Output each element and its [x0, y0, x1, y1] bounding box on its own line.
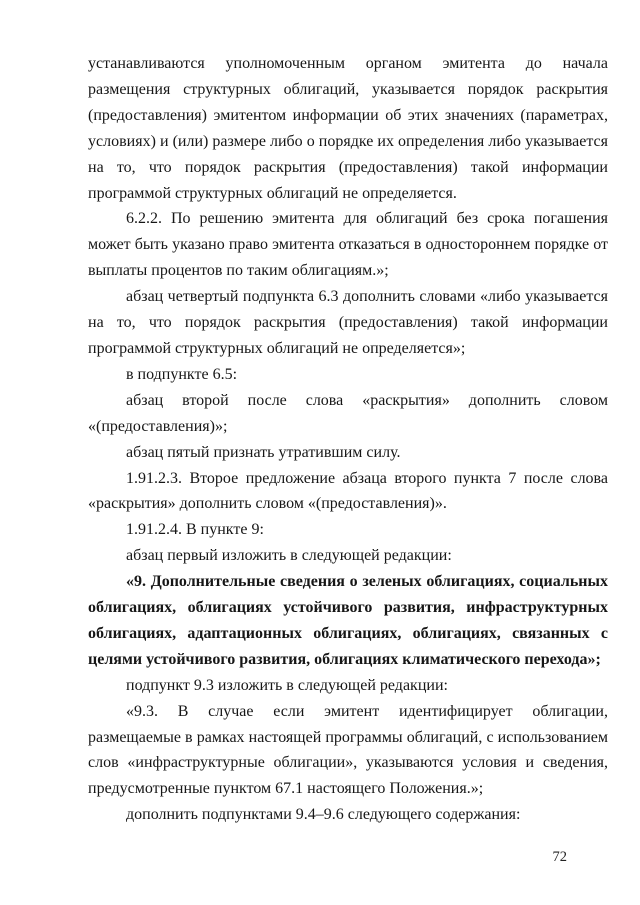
- paragraph: «9.3. В случае если эмитент идентифицирует облигации, размещаемые в рамках настоящей программы облигаций, с использованием слов «инфраструктурные облигации», указываются условия и сведения, предусмотренные пунктом 67.1 настоящего Положения.»;: [88, 702, 608, 798]
- paragraph: 1.91.2.4. В пункте 9:: [126, 521, 264, 539]
- paragraph: абзац четвертый подпункта 6.3 дополнить словами «либо указывается на то, что порядок раскрытия (предоставления) такой информации программой структурных облигаций не определяется»;: [88, 288, 608, 357]
- paragraph: 6.2.2. По решению эмитента для облигаций без срока погашения может быть указано право эмитента отказаться в одностороннем порядке от выплаты процентов по таким облигациям.»;: [88, 210, 608, 280]
- document-body: [88, 51, 608, 828]
- paragraph: устанавливаются уполномоченным органом эмитента до начала размещения структурных облигаций, указывается порядок раскрытия (предоставления) эмитентом информации об этих значениях (параметрах, условиях) и (или) размере либо о порядке их определения либо указывается на то, что порядок раскрытия (предоставления) такой информации программой структурных облигаций не определяется.: [88, 55, 608, 202]
- paragraph: «9. Дополнительные сведения о зеленых облигациях, социальных облигациях, облигациях устойчивого развития, инфраструктурных облигациях, адаптационных облигациях, облигациях, связанных с целями устойчивого развития, облигациях климатического перехода»;: [88, 573, 608, 668]
- paragraph: в подпункте 6.5:: [126, 365, 238, 383]
- paragraph: дополнить подпунктами 9.4–9.6 следующего содержания:: [126, 806, 521, 824]
- paragraph: абзац второй после слова «раскрытия» дополнить словом «(предоставления)»;: [88, 391, 608, 435]
- paragraph: 1.91.2.3. Второе предложение абзаца второго пункта 7 после слова «раскрытия» дополнить словом «(предоставления)».: [88, 469, 608, 513]
- paragraph: абзац первый изложить в следующей редакции:: [126, 547, 452, 565]
- paragraph: подпункт 9.3 изложить в следующей редакции:: [126, 676, 448, 694]
- page-number: 72: [552, 849, 567, 865]
- paragraph: абзац пятый признать утратившим силу.: [126, 443, 401, 461]
